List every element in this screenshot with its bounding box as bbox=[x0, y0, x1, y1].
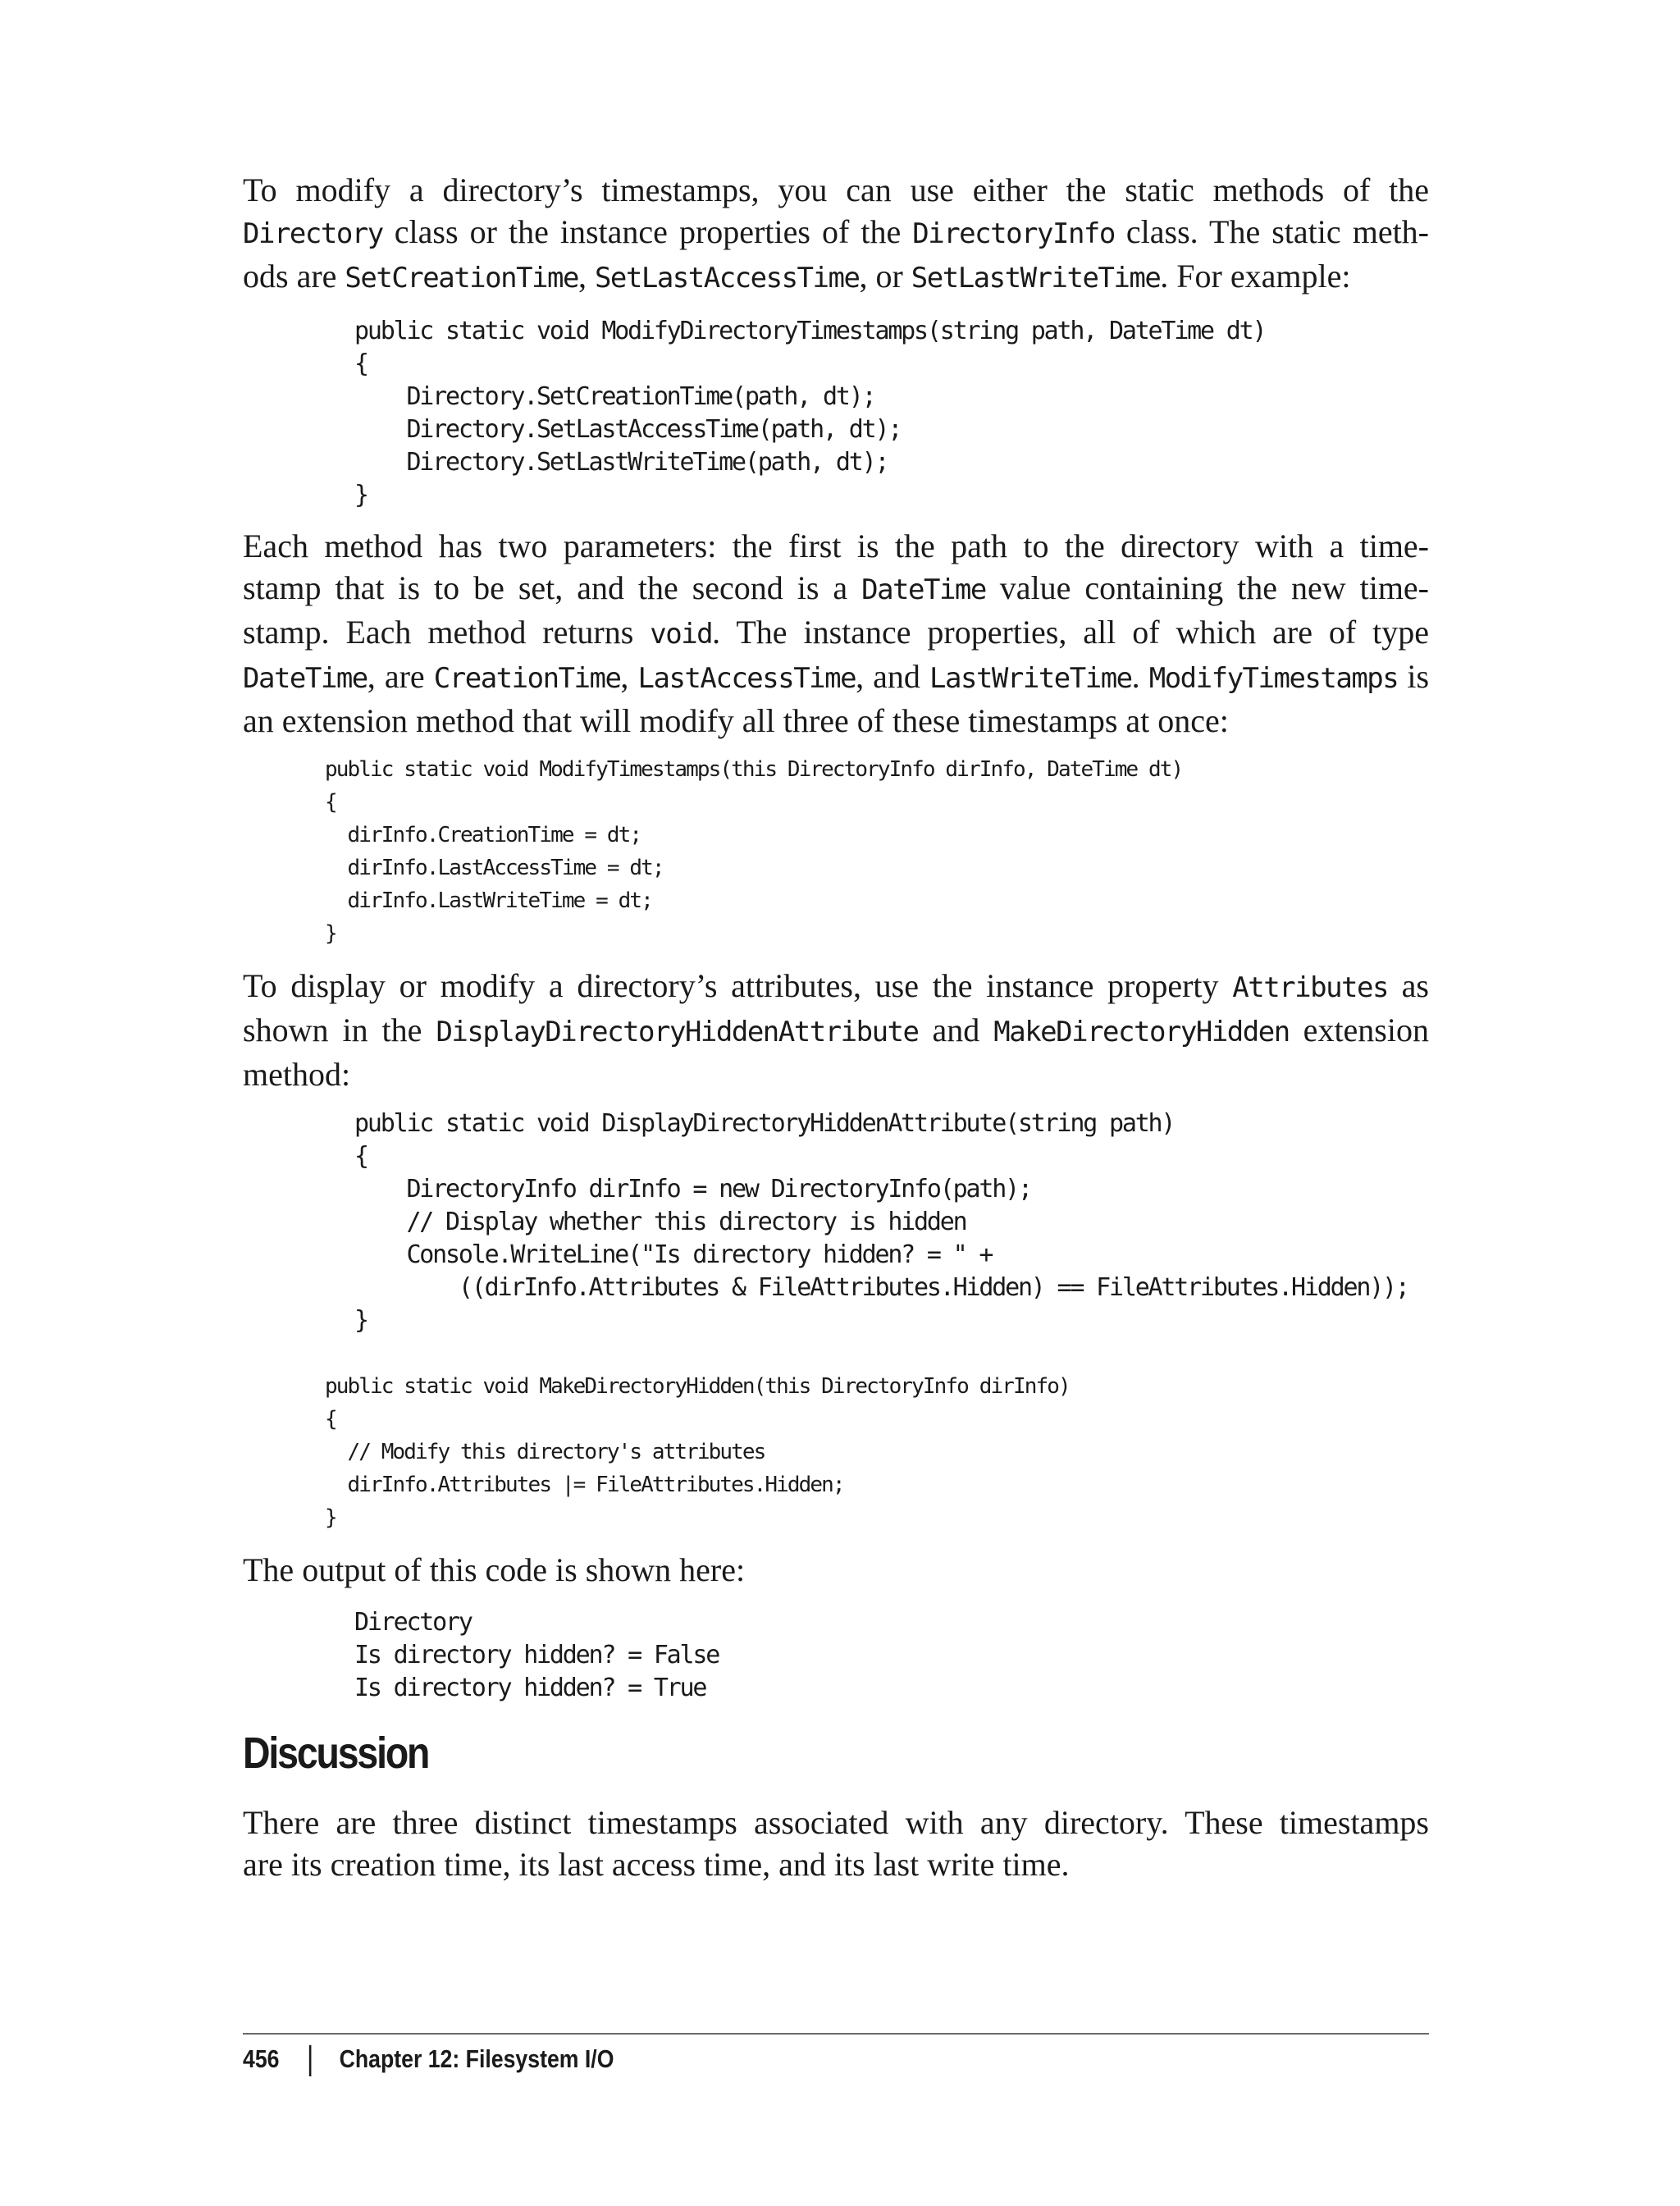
code-line: } bbox=[325, 921, 336, 946]
code-line: Directory.SetCreationTime(path, dt); bbox=[354, 382, 875, 411]
code-line: dirInfo.Attributes |= FileAttributes.Hidden; bbox=[325, 1473, 844, 1497]
text-line: Each method has two parameters: the first is the path to the directory with a time- bbox=[243, 528, 1429, 564]
code-line: { bbox=[354, 1142, 368, 1171]
text-line: are its creation time, its last access time, and its last write time. bbox=[243, 1846, 1070, 1883]
chapter-title: Chapter 12: Filesystem I/O bbox=[339, 2044, 614, 2073]
code-line: Directory.SetLastWriteTime(path, dt); bbox=[354, 448, 888, 477]
text-line: To modify a directory’s timestamps, you can use either the static methods of the bbox=[243, 171, 1429, 208]
text-line: To display or modify a directory’s attributes, use the instance property Attributes as bbox=[243, 967, 1429, 1004]
text-line: Directory class or the instance properties of the DirectoryInfo class. The static meth- bbox=[243, 213, 1430, 250]
inline-code: Directory bbox=[243, 217, 383, 250]
code-line: public static void ModifyDirectoryTimestamps(string path, DateTime dt) bbox=[354, 317, 1266, 345]
code-block-display-hidden-attribute bbox=[354, 1108, 1408, 1337]
attributes-paragraph bbox=[243, 965, 1429, 1095]
code-line: dirInfo.LastWriteTime = dt; bbox=[325, 888, 652, 913]
intro-paragraph bbox=[243, 169, 1429, 299]
code-line: { bbox=[354, 349, 368, 378]
inline-code: LastAccessTime bbox=[637, 662, 856, 695]
inline-code: ModifyTimestamps bbox=[1148, 662, 1399, 695]
output-line: Is directory hidden? = True bbox=[354, 1674, 706, 1702]
code-line: } bbox=[325, 1505, 336, 1530]
code-block-make-directory-hidden bbox=[325, 1370, 1070, 1534]
code-line: DirectoryInfo dirInfo = new DirectoryInfo(path); bbox=[354, 1175, 1031, 1203]
discussion-paragraph bbox=[243, 1802, 1429, 1885]
inline-code: CreationTime bbox=[433, 662, 621, 695]
text-line: method: bbox=[243, 1056, 351, 1093]
inline-code: Attributes bbox=[1232, 971, 1388, 1004]
inline-code: SetLastAccessTime bbox=[594, 262, 860, 295]
text-line: The output of this code is shown here: bbox=[243, 1551, 746, 1588]
inline-code: MakeDirectoryHidden bbox=[993, 1016, 1290, 1048]
inline-code: LastWriteTime bbox=[929, 662, 1132, 695]
page-footer bbox=[243, 2041, 614, 2077]
text-line: DateTime, are CreationTime, LastAccessTime, and LastWriteTime. ModifyTimestamps is bbox=[243, 658, 1430, 695]
page-number: 456 bbox=[243, 2044, 280, 2073]
code-line: dirInfo.CreationTime = dt; bbox=[325, 823, 641, 847]
code-line: public static void DisplayDirectoryHiddenAttribute(string path) bbox=[354, 1109, 1175, 1138]
output-line: Is directory hidden? = False bbox=[354, 1641, 719, 1669]
code-line: Console.WriteLine("Is directory hidden? = " + bbox=[354, 1240, 993, 1269]
code-line: { bbox=[325, 1407, 336, 1432]
section-heading-discussion: Discussion bbox=[243, 1729, 429, 1778]
code-line: } bbox=[354, 481, 368, 509]
code-line: dirInfo.LastAccessTime = dt; bbox=[325, 856, 664, 880]
text-line: There are three distinct timestamps associated with any directory. These timestamps bbox=[243, 1804, 1429, 1841]
code-line: ((dirInfo.Attributes & FileAttributes.Hidden) == FileAttributes.Hidden)); bbox=[354, 1273, 1408, 1302]
code-line: public static void MakeDirectoryHidden(this DirectoryInfo dirInfo) bbox=[325, 1374, 1070, 1399]
text-line: ods are SetCreationTime, SetLastAccessTime, or SetLastWriteTime. For example: bbox=[243, 258, 1351, 295]
inline-code: DateTime bbox=[861, 573, 986, 606]
parameters-paragraph bbox=[243, 525, 1429, 742]
code-line: Directory.SetLastAccessTime(path, dt); bbox=[354, 415, 902, 444]
inline-code: SetLastWriteTime bbox=[911, 262, 1161, 295]
inline-code: SetCreationTime bbox=[345, 262, 578, 295]
code-block-modify-timestamps bbox=[325, 753, 1182, 950]
footer-separator bbox=[309, 2045, 312, 2076]
code-output-block bbox=[354, 1606, 719, 1705]
inline-code: DirectoryInfo bbox=[912, 217, 1115, 250]
code-block-modify-directory-timestamps bbox=[354, 315, 1265, 512]
code-line: } bbox=[354, 1306, 368, 1335]
inline-code: void bbox=[650, 618, 713, 651]
text-line: stamp that is to be set, and the second is a DateTime value containing the new time- bbox=[243, 569, 1430, 606]
inline-code: DateTime bbox=[243, 662, 368, 695]
code-line: // Display whether this directory is hidden bbox=[354, 1208, 966, 1236]
code-line: public static void ModifyTimestamps(this DirectoryInfo dirInfo, DateTime dt) bbox=[325, 757, 1183, 782]
inline-code: DisplayDirectoryHiddenAttribute bbox=[436, 1016, 919, 1048]
output-line: Directory bbox=[354, 1608, 472, 1637]
code-line: // Modify this directory's attributes bbox=[325, 1440, 765, 1464]
footer-rule bbox=[243, 2033, 1429, 2035]
output-intro-paragraph bbox=[243, 1549, 1429, 1591]
text-line: shown in the DisplayDirectoryHiddenAttribute and MakeDirectoryHidden extension bbox=[243, 1012, 1429, 1048]
code-line: { bbox=[325, 790, 336, 815]
text-line: stamp. Each method returns void. The instance properties, all of which are of type bbox=[243, 614, 1430, 651]
text-line: an extension method that will modify all three of these timestamps at once: bbox=[243, 702, 1229, 739]
